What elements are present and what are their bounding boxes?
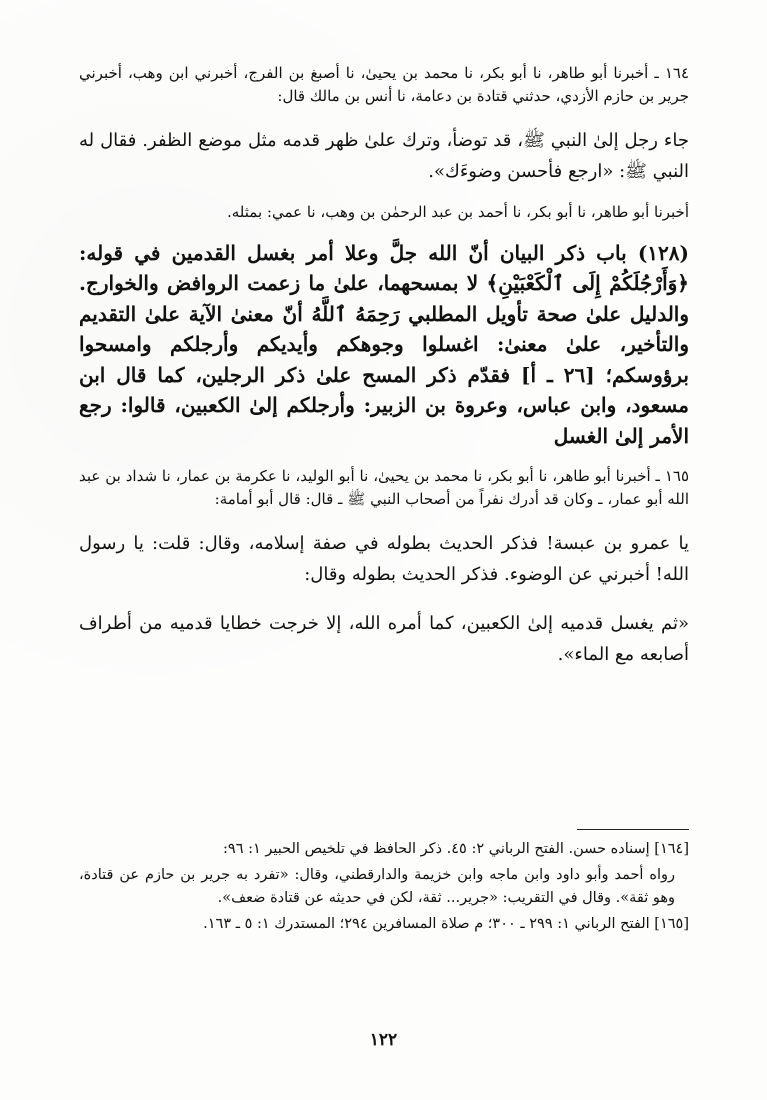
hadith-164-alt-chain: أخبرنا أبو طاهر، نا أبو بكر، نا أحمد بن عبد الرحمٰن بن وهب، نا عمي: بمثله. xyxy=(227,203,689,221)
footnote-164-continued: رواه أحمد وأبو داود وابن ماجه وابن خزيمة والدارقطني، وقال: «تفرد به جرير بن حازم عن قتادة، وهو ثقة». وقال في التقريب: «جرير... ثقة، لكن في حديثه عن قتادة ضعف». xyxy=(79,866,675,906)
chapter-128-heading: (١٢٨) باب ذكر البيان أنّ الله جلَّ وعلا أمر بغسل القدمين في قوله: ﴿وَأَرْجُلَكُمْ إِلَى ٱلْكَعْبَيْنِ﴾ لا بمسحهما، علىٰ ما زعمت الروافض والخوارج. والدليل علىٰ صحة تأويل المطلبي رَحِمَهُ ٱللَّهُ أنّ معنىٰ الآية علىٰ التقديم والتأخير، علىٰ معنىٰ: اغسلوا وجوهكم وأيديكم وأرجلكم وامسحوا برؤوسكم؛ [٢٦ ـ أ] فقدّم ذكر المسح علىٰ ذكر الرجلين، كما قال ابن مسعود، وابن عباس، وعروة بن الزبير: وأرجلكم إلىٰ الكعبين، قالوا: رجع الأمر إلىٰ الغسل xyxy=(79,240,689,448)
hadith-164-matn: جاء رجل إلىٰ النبي ﷺ، قد توضأ، وترك علىٰ ظهر قدمه مثل موضع الظفر. فقال له النبي ﷺ: «ارجع فأحسن وضوءَك». xyxy=(79,130,689,182)
hadith-165-matn-1: يا عمرو بن عبسة! فذكر الحديث بطوله في صفة إسلامه، وقال: قلت: يا رسول الله! أخبرني عن الوضوء. فذكر الحديث بطوله وقال: xyxy=(79,533,689,585)
footnotes xyxy=(79,838,689,938)
footnote-165: [١٦٥] الفتح الرباني ١: ٢٩٩ ـ ٣٠٠؛ م صلاة المسافرين ٢٩٤؛ المستدرك ١: ٥ ـ ١٦٣. xyxy=(203,915,689,932)
main-text xyxy=(79,62,689,670)
hadith-164-isnad: ١٦٤ ـ أخبرنا أبو طاهر، نا أبو بكر، نا محمد بن يحيىٰ، نا أصبغ بن الفرج، أخبرني ابن وهب، أخبرني جرير بن حازم الأزدي، حدثني قتادة بن دعامة، نا أنس بن مالك قال: xyxy=(79,64,689,105)
page-number: ١٢٢ xyxy=(369,1030,398,1050)
footnote-164-first-line: [١٦٤] إسناده حسن. الفتح الرباني ٢: ٤٥. ذكر الحافظ في تلخيص الحبير ١: ٩٦: xyxy=(223,841,689,857)
footnote-separator xyxy=(577,829,689,830)
hadith-165-matn-2: «ثم يغسل قدميه إلىٰ الكعبين، كما أمره الله، إلا خرجت خطايا قدميه من أطراف أصابعه مع الماء». xyxy=(79,613,689,665)
hadith-165-isnad: ١٦٥ ـ أخبرنا أبو طاهر، نا أبو بكر، نا محمد بن يحيىٰ، نا أبو الوليد، نا عكرمة بن عمار، نا شداد بن عبد الله أبو عمار، ـ وكان قد أدرك نفراً من أصحاب النبي ﷺ ـ قال: قال أبو أمامة: xyxy=(79,467,689,508)
